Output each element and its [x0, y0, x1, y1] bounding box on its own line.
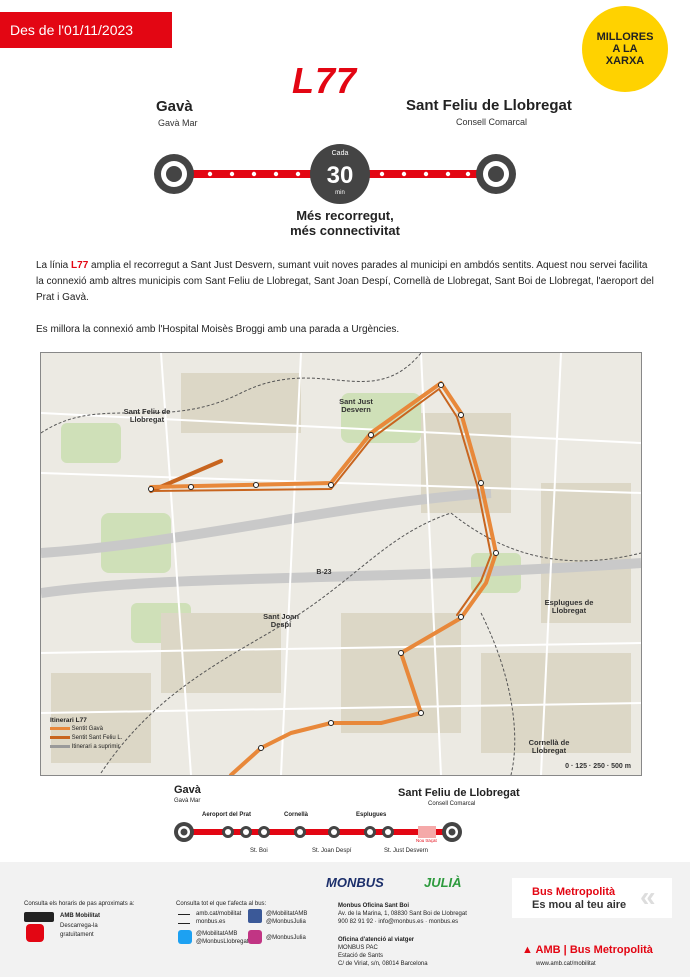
chevrons-icon: « [640, 881, 656, 912]
legend-swatch [50, 727, 70, 730]
amb-arrow-icon: ▲ [522, 944, 533, 956]
frequency-unit: min [335, 190, 345, 196]
bottom-left-sub: Gavà Mar [174, 798, 201, 804]
footer-office2-address: Estació de Sants [338, 953, 384, 959]
footer-office-title: Monbus Oficina Sant Boi [338, 903, 410, 909]
bottom-right-sub: Consell Comarcal [428, 801, 476, 807]
footer [0, 862, 690, 977]
footer-fb[interactable]: @MobilitatAMB [266, 911, 308, 917]
map-legend [50, 716, 122, 752]
stop-label-st-joan: St. Joan Despí [312, 848, 352, 854]
bottom-left-terminal: Gavà [174, 784, 201, 796]
right-terminal-sub: Consell Comarcal [456, 117, 528, 127]
bottom-right-terminal: Sant Feliu de Llobregat [398, 787, 520, 799]
footer-ig[interactable]: @MonbusJulia [266, 935, 306, 941]
intro-paragraph: La línia L77 amplia el recorregut a Sant Just Desvern, sumant vuit noves parades al municipi en ambdós sentits. Aquest nou servei facilita la connexió amb altres municipis com Sant Feliu de Llobregat, Sant Joan Despí, Cornellà de Llobregat, Sant Boi de Llobregat, l'aeroport del Prat i Gavà. [36, 260, 654, 303]
hospital-paragraph: Es millora la connexió amb l'Hospital Moisès Broggi amb una parada a Urgències. [36, 324, 400, 335]
stop-label-st-boi: St. Boi [250, 848, 268, 854]
bottom-terminal-left [174, 822, 194, 842]
stop-label-airport: Aeroport del Prat [202, 812, 252, 818]
instagram-icon[interactable] [248, 930, 262, 944]
footer-bus-slogan: Es mou al teu aire [532, 899, 627, 911]
app-icon[interactable] [26, 924, 44, 942]
map-scale: 0 · 125 · 250 · 500 m [565, 763, 631, 770]
badge-line-2: A LA [612, 43, 638, 55]
frequency-value: 30 [326, 162, 354, 189]
map-label-cornella: Cornellà de Llobregat [528, 738, 570, 755]
headline [240, 208, 450, 238]
terminal-icon-right [476, 154, 516, 194]
improvements-badge [582, 6, 668, 92]
headline-line-2: més connectivitat [290, 223, 400, 238]
right-terminal: Sant Feliu de Llobregat [406, 97, 572, 114]
footer-office2-title: Oficina d'atenció al viatger [338, 937, 415, 943]
footer-office2-address-2: C/ de Viriat, s/n, 08014 Barcelona [338, 961, 428, 967]
headline-line-1: Més recorregut, [296, 208, 394, 223]
legend-swatch [50, 736, 70, 739]
footer-office-address: Av. de la Marina, 1, 08830 Sant Boi de Llobregat [338, 911, 467, 917]
stop-label-st-just: St. Just Desvern [384, 848, 429, 854]
legend-swatch [50, 745, 70, 748]
legend-title: Itinerari L77 [50, 717, 87, 724]
footer-web[interactable]: amb.cat/mobilitat [196, 911, 242, 917]
bottom-terminal-right [442, 822, 462, 842]
footer-bus-brand: Bus Metropolità [532, 886, 616, 898]
footer-fb-2[interactable]: @MonbusJulia [266, 919, 306, 925]
new-route-label: Nou traçat [416, 838, 437, 843]
line-number: L77 [292, 60, 358, 101]
footer-web-2[interactable]: monbus.es [196, 919, 226, 925]
footer-tw[interactable]: @MobilitatAMB [196, 931, 238, 937]
web-icon [178, 914, 190, 924]
monbus-logo: MONBUS [326, 875, 384, 890]
footer-social-title: Consulta tot el que t'afecta al bus: [176, 901, 267, 907]
footer-amb-url[interactable]: www.amb.cat/mobilitat [536, 961, 596, 967]
left-terminal-sub: Gavà Mar [158, 118, 198, 128]
stop-label-cornella: Cornellà [284, 812, 309, 818]
footer-tw-2[interactable]: @MonbusLlobregat [196, 939, 249, 945]
amb-app-logo [24, 912, 54, 922]
amb-logo: ▲ AMB | Bus Metropolità [522, 944, 653, 956]
footer-app-title: Consulta els horaris de pas aproximats a: [24, 901, 135, 907]
map-label-sant-feliu: Sant Feliu de Llobregat [123, 407, 171, 424]
badge-line-3: XARXA [605, 55, 645, 67]
frequency-label: Cada [331, 150, 349, 157]
map-label-sant-joan: Sant Joan Despí [263, 612, 299, 629]
terminal-icon-left [154, 154, 194, 194]
legend-item: Sentit Gavà [50, 725, 122, 734]
footer-app-name: AMB Mobilitat [60, 913, 100, 919]
footer-app-text-2: gratuïtament [60, 932, 94, 938]
footer-office2-sub: MONBUS PAC [338, 945, 378, 951]
legend-item: Itinerari a suprimir [50, 743, 122, 752]
line-mention: L77 [71, 260, 89, 271]
map-label-sant-just: Sant Just Desvern [339, 397, 373, 414]
legend-item: Sentit Sant Feliu L. [50, 734, 122, 743]
route-diagram [150, 140, 530, 210]
date-banner: Des de l'01/11/2023 [0, 12, 172, 48]
twitter-icon[interactable] [178, 930, 192, 944]
footer-app-text: Descarrega-la [60, 923, 98, 929]
map-label-esplugues: Esplugues de Llobregat [544, 598, 594, 615]
map-label-road: B-23 [316, 569, 332, 576]
footer-office-contact: 900 82 91 92 · info@monbus.es · monbus.es [338, 919, 459, 925]
route-map [40, 352, 642, 776]
julia-logo: JULIÀ [424, 875, 462, 890]
facebook-icon[interactable] [248, 909, 262, 923]
new-section [418, 826, 436, 838]
stop-label-esplugues: Esplugues [356, 812, 387, 818]
left-terminal: Gavà [156, 98, 193, 115]
badge-line-1: MILLORES [596, 31, 654, 43]
